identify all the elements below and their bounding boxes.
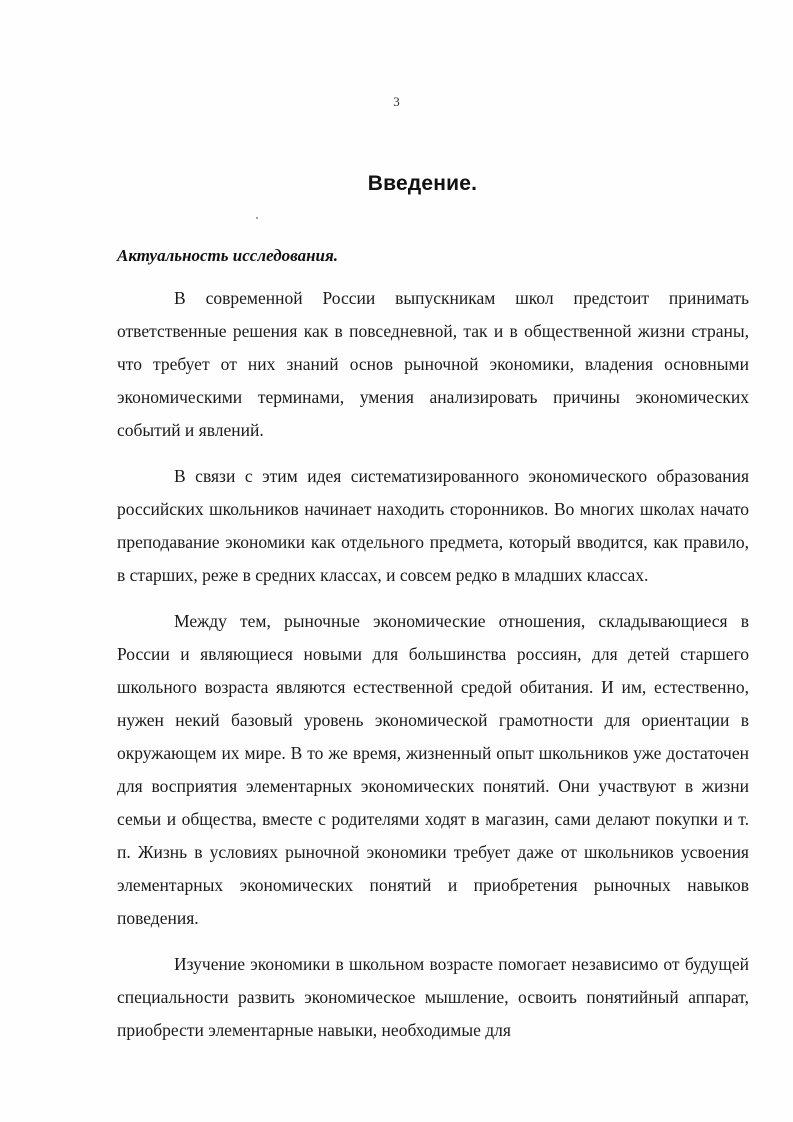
paragraph-1: В современной России выпускникам школ предстоит принимать ответственные решения как в повседневной, так и в общественной жизни страны, что требует от них знаний основ рыночной экономики, владения основными экономическими терминами, умения анализировать причины экономических событий и явлений.	[117, 288, 749, 440]
page-title: Введение.	[367, 172, 478, 195]
section-subheading: Актуальность исследования.	[117, 246, 338, 265]
paragraph-2: В связи с этим идея систематизированного экономического образования российских школьников начинает находить сторонников. Во многих школах начато преподавание экономики как отдельного предмета, который вводится, как правило, в старших, реже в средних классах, и совсем редко в младших классах.	[117, 466, 749, 585]
body-text	[117, 282, 749, 1047]
page-number: 3	[393, 94, 400, 109]
scan-artifact	[256, 217, 258, 219]
paragraph-4: Изучение экономики в школьном возрасте помогает независимо от будущей специальности развить экономическое мышление, освоить понятийный аппарат, приобрести элементарные навыки, необходимые для	[117, 954, 749, 1040]
paragraph-3: Между тем, рыночные экономические отношения, складывающиеся в России и являющиеся новыми для большинства россиян, для детей старшего школьного возраста являются естественной средой обитания. И им, естественно, нужен некий базовый уровень экономической грамотности для ориентации в окружающем их мире. В то же время, жизненный опыт школьников уже достаточен для восприятия элементарных экономических понятий. Они участвуют в жизни семьи и общества, вместе с родителями ходят в магазин, сами делают покупки и т. п. Жизнь в условиях рыночной экономики требует даже от школьников усвоения элементарных экономических понятий и приобретения рыночных навыков поведения.	[117, 611, 749, 928]
